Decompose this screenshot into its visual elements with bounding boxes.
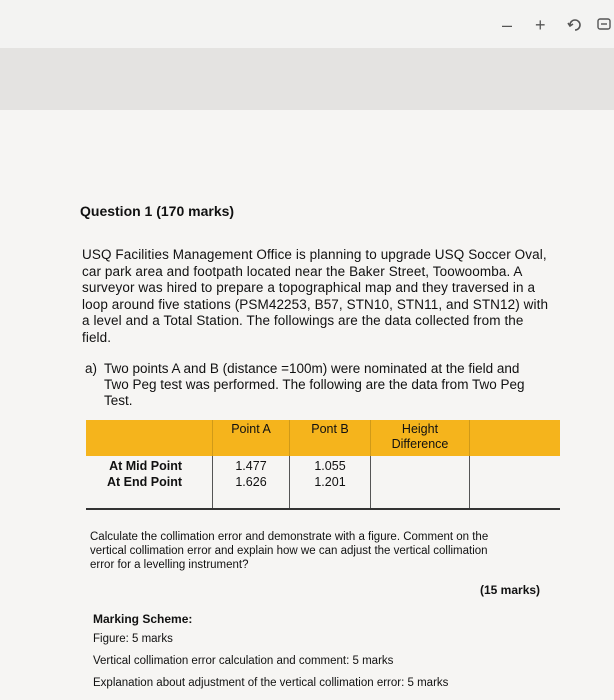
viewer-band [0,48,614,110]
part-a-label: a) [85,361,98,376]
intro-line: surveyor was hired to prepare a topographical map and they traversed in a [82,280,536,295]
part-a-line: Two Peg test was performed. The following are the data from Two Peg [104,377,525,392]
plus-icon[interactable]: + [535,15,546,35]
part-a-text [85,361,570,409]
table-header-point-a: Point A [213,420,290,456]
rotate-icon[interactable] [566,16,584,37]
row-label-end: At End Point [107,475,182,489]
intro-line: USQ Facilities Management Office is planning to upgrade USQ Soccer Oval, [82,247,547,262]
question-intro [82,247,580,346]
rotate-icon-svg [566,16,584,34]
table-row [86,456,560,509]
marking-scheme-item: Vertical collimation error calculation and comment: 5 marks [93,655,394,667]
part-a-line: Test. [104,393,133,408]
calc-line: error for a levelling instrument? [90,559,249,571]
row-label-mid: At Mid Point [109,459,182,473]
more-icon-svg [596,16,612,32]
intro-line: car park area and footpath located near the Baker Street, Toowoomba. A [82,263,523,279]
part-a-marks: (15 marks) [480,583,541,597]
table-header-height-difference: Height Difference [371,420,470,456]
table-header-empty [470,420,561,456]
point-b-end: 1.201 [314,475,346,489]
row-labels-cell [86,456,213,509]
more-icon[interactable] [596,16,612,35]
two-peg-table [86,420,560,510]
part-a-line: Two points A and B (distance =100m) were nominated at the field and [104,361,520,376]
point-a-end: 1.626 [235,475,267,489]
table-header-blank [86,420,213,456]
calc-line: vertical collimation error and explain how we can adjust the vertical collimation [90,545,488,557]
intro-line: loop around five stations (PSM42253, B57, STN10, STN11, and STN12) with [82,296,549,312]
table-header-point-b: Pont B [290,420,371,456]
viewer-toolbar [0,0,614,49]
empty-cell [470,456,561,509]
point-b-cell [290,456,371,509]
point-a-mid: 1.477 [235,459,267,473]
calculation-instructions [90,530,560,572]
calc-line: Calculate the collimation error and demonstrate with a figure. Comment on the [90,531,489,543]
minus-icon[interactable]: – [502,15,513,35]
height-difference-cell [371,456,470,509]
marking-scheme-item: Explanation about adjustment of the vertical collimation error: 5 marks [93,677,449,689]
point-b-mid: 1.055 [314,459,346,473]
question-title: Question 1 (170 marks) [80,203,235,219]
point-a-cell [213,456,290,509]
marking-scheme-item: Figure: 5 marks [93,633,173,645]
intro-line: field. [82,329,112,345]
intro-line: a level and a Total Station. The followings are the data collected from the [82,313,524,328]
marking-scheme-title: Marking Scheme: [93,612,193,626]
table-header-row [86,420,560,456]
